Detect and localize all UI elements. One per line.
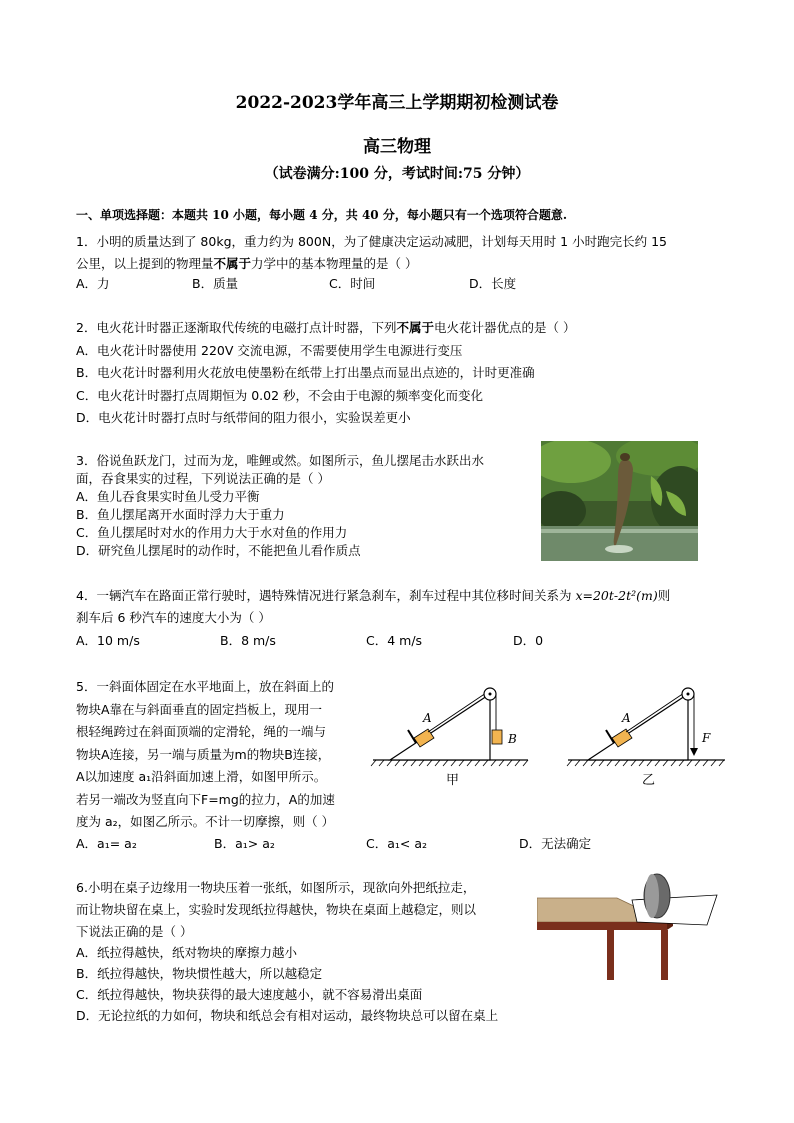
exam-info: （试卷满分:100 分，考试时间:75 分钟） <box>264 166 530 182</box>
q1-line1: 1．小明的质量达到了 80kg，重力约为 800N，为了健康决定运动减肥，计划每天用时 1 小时跑完长约 15 <box>76 234 667 249</box>
q1-line2 <box>76 254 418 272</box>
q5-line3: 根轻绳跨过在斜面顶端的定滑轮，绳的一端与 <box>76 724 327 739</box>
q2-option-c: C．电火花计时器打点周期恒为 0.02 秒，不会由于电源的频率变化而变化 <box>76 388 484 403</box>
q4-option-a: A．10 m/s <box>76 633 140 648</box>
q4-line2: 刹车后 6 秒汽车的速度大小为（ ） <box>76 610 271 625</box>
q6-line3: 下说法正确的是（ ） <box>76 924 193 939</box>
q5-option-d: D．无法确定 <box>519 836 592 851</box>
q3-option-a: A．鱼儿吞食果实时鱼儿受力平衡 <box>76 489 260 504</box>
q5-line4: 物块A连接，另一端与质量为m的物块B连接， <box>76 747 331 762</box>
figure-jia <box>371 688 528 788</box>
q2-option-d: D．电火花计时器打点时与纸带间的阻力很小，实验误差更小 <box>76 410 411 425</box>
label-a-jia: A <box>423 711 432 725</box>
q4-option-c: C．4 m/s <box>366 633 423 648</box>
q5-option-a: A．a₁= a₂ <box>76 836 137 851</box>
q3-option-c: C．鱼儿摆尾时对水的作用力大于水对鱼的作用力 <box>76 525 348 540</box>
q6-line2: 而让物块留在桌上，实验时发现纸拉得越快，物块在桌面上越稳定，则以 <box>76 902 477 917</box>
label-f: F <box>702 731 711 745</box>
q1-line2-text: 公里，以上提到的物理量 <box>76 256 214 271</box>
q1-option-b: B．质量 <box>192 276 239 291</box>
q2-emphasis: 不属于 <box>396 320 434 335</box>
q1-line2-tail: 力学中的基本物理量的是（ ） <box>251 256 418 271</box>
q3-option-d: D．研究鱼儿摆尾时的动作时，不能把鱼儿看作质点 <box>76 543 361 558</box>
label-b: B <box>508 732 517 746</box>
q1-emphasis: 不属于 <box>213 256 252 271</box>
q5-option-c: C．a₁< a₂ <box>366 836 428 851</box>
q2-option-b: B．电火花计时器利用火花放电使墨粉在纸带上打出墨点而显出点迹的，计时更准确 <box>76 365 535 380</box>
q4-formula: x=20t-2t²(m) <box>575 588 658 603</box>
incline-figures <box>368 680 728 790</box>
q3-line2: 面，吞食果实的过程，下列说法正确的是（ ） <box>76 471 330 486</box>
q1-option-d: D．长度 <box>469 276 517 291</box>
q5-line2: 物块A靠在与斜面垂直的固定挡板上，现用一 <box>76 702 323 717</box>
subject-title: 高三物理 <box>363 137 431 157</box>
q4-option-b: B．8 m/s <box>220 633 276 648</box>
section-heading: 一、单项选择题：本题共 10 小题，每小题 4 分，共 40 分，每小题只有一个选项符合题意. <box>76 208 567 222</box>
q6-option-a: A．纸拉得越快，纸对物块的摩擦力越小 <box>76 945 298 960</box>
label-a-yi: A <box>622 711 631 725</box>
q4-line1 <box>76 586 670 604</box>
q5-option-b: B．a₁> a₂ <box>214 836 275 851</box>
q3-line1: 3．俗说鱼跃龙门，过而为龙，唯鲤或然。如图所示，鱼儿摆尾击水跃出水 <box>76 453 484 468</box>
exam-title: 2022-2023学年高三上学期期初检测试卷 <box>235 93 559 113</box>
caption-jia: 甲 <box>446 773 460 788</box>
q1-option-c: C．时间 <box>329 276 376 291</box>
q4-line1-tail: 则 <box>657 588 671 603</box>
q5-line5: A以加速度 a₁沿斜面加速上滑，如图甲所示。 <box>76 769 327 784</box>
q5-line1: 5．一斜面体固定在水平地面上，放在斜面上的 <box>76 679 334 694</box>
caption-yi: 乙 <box>642 773 656 788</box>
q2-stem-tail: 电火花计器优点的是（ ） <box>433 320 576 335</box>
q5-line7: 度为 a₂，如图乙所示。不计一切摩擦，则（ ） <box>76 814 335 829</box>
q2-stem-text: 2．电火花计时器正逐渐取代传统的电磁打点计时器，下列 <box>76 320 397 335</box>
table-paper-figure <box>537 870 727 985</box>
q4-option-d: D．0 <box>513 633 544 648</box>
q6-option-b: B．纸拉得越快，物块惯性越大，所以越稳定 <box>76 966 323 981</box>
q6-option-d: D．无论拉纸的力如何，物块和纸总会有相对运动，最终物块总可以留在桌上 <box>76 1008 499 1023</box>
q2-option-a: A．电火花计时器使用 220V 交流电源，不需要使用学生电源进行变压 <box>76 343 463 358</box>
fish-leaping-photo <box>541 441 698 561</box>
q4-line1-text: 4．一辆汽车在路面正常行驶时，遇特殊情况进行紧急刹车，刹车过程中其位移时间关系为 <box>76 588 576 603</box>
figure-yi <box>567 688 725 788</box>
q6-line1: 6.小明在桌子边缘用一物块压着一张纸，如图所示，现欲向外把纸拉走， <box>76 880 476 895</box>
q5-line6: 若另一端改为竖直向下F=mg的拉力，A的加速 <box>76 792 335 807</box>
q3-option-b: B．鱼儿摆尾离开水面时浮力大于重力 <box>76 507 285 522</box>
q2-stem <box>76 318 575 336</box>
q1-option-a: A．力 <box>76 276 110 291</box>
q6-option-c: C．纸拉得越快，物块获得的最大速度越小，就不容易滑出桌面 <box>76 987 423 1002</box>
